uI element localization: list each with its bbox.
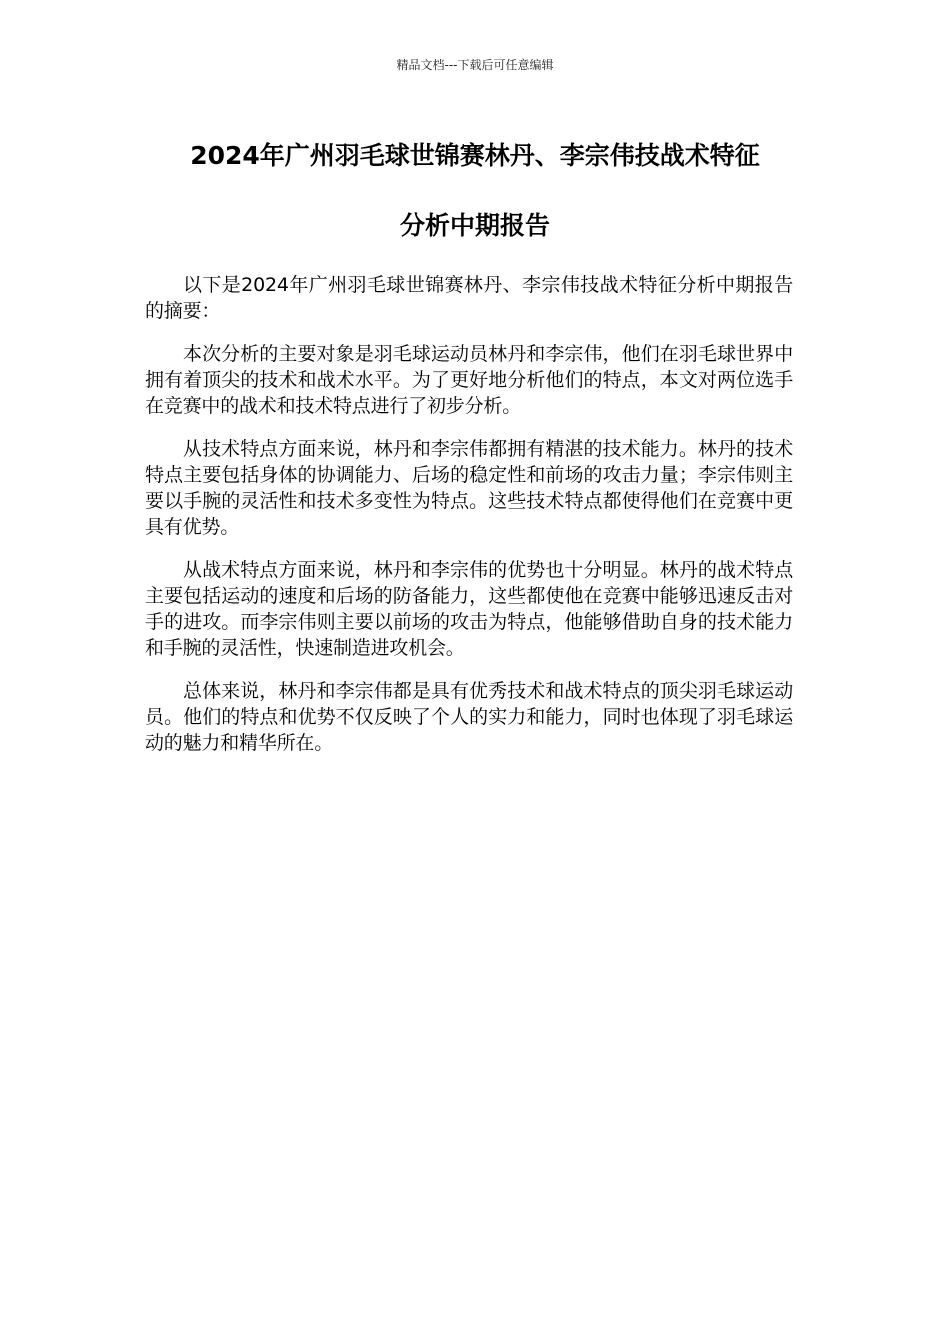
paragraph-subject: 本次分析的主要对象是羽毛球运动员林丹和李宗伟，他们在羽毛球世界中拥有着顶尖的技术和战术水平。为了更好地分析他们的特点，本文对两位选手在竞赛中的战术和技术特点进行了初步分析。 <box>145 343 793 417</box>
title-line-1: 2024年广州羽毛球世锦赛林丹、李宗伟技战术特征 <box>190 141 760 170</box>
page-header: 精品文档---下载后可任意编辑 <box>396 58 554 72</box>
paragraph-conclusion: 总体来说，林丹和李宗伟都是具有优秀技术和战术特点的顶尖羽毛球运动员。他们的特点和优势不仅反映了个人的实力和能力，同时也体现了羽毛球运动的魅力和精华所在。 <box>145 680 793 754</box>
paragraph-technique: 从技术特点方面来说，林丹和李宗伟都拥有精湛的技术能力。林丹的技术特点主要包括身体的协调能力、后场的稳定性和前场的攻击力量；李宗伟则主要以手腕的灵活性和技术多变性为特点。这些技术特点都使得他们在竞赛中更具有优势。 <box>145 438 793 538</box>
paragraph-tactics: 从战术特点方面来说，林丹和李宗伟的优势也十分明显。林丹的战术特点主要包括运动的速度和后场的防备能力，这些都使他在竞赛中能够迅速反击对手的进攻。而李宗伟则主要以前场的攻击为特点，他能够借助自身的技术能力和手腕的灵活性，快速制造进攻机会。 <box>145 559 793 659</box>
document-title <box>0 134 950 274</box>
paragraph-intro: 以下是2024年广州羽毛球世锦赛林丹、李宗伟技战术特征分析中期报告的摘要： <box>145 274 793 322</box>
title-line-2: 分析中期报告 <box>399 211 550 240</box>
document-body <box>145 272 793 773</box>
